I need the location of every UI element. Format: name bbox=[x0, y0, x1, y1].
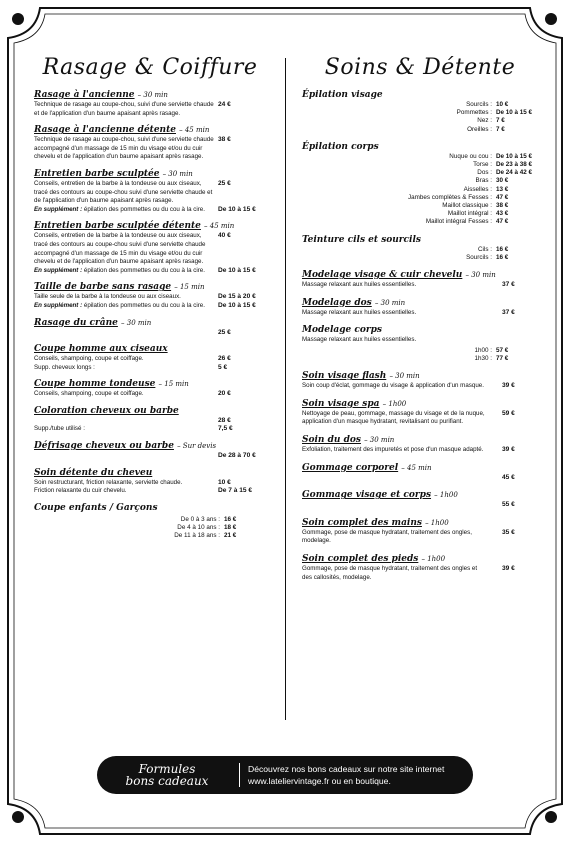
item-price: 39 € bbox=[502, 564, 515, 572]
price-value: 7 € bbox=[496, 125, 505, 133]
item-price: De 15 à 20 € bbox=[218, 293, 256, 301]
item-title-text: Entretien barbe sculptée bbox=[34, 168, 160, 179]
item-price: 39 € bbox=[502, 382, 515, 390]
item-title: Épilation corps bbox=[302, 141, 379, 152]
kids-price-rows bbox=[34, 516, 266, 541]
price-label: De 0 à 3 ans : bbox=[180, 515, 220, 523]
supplement-label: En supplément : bbox=[34, 266, 83, 274]
price-row bbox=[302, 177, 538, 185]
extra-price: 5 € bbox=[218, 363, 228, 371]
price-row bbox=[302, 194, 538, 202]
item-title bbox=[34, 379, 266, 390]
price-row bbox=[302, 101, 538, 109]
item-title-text: Soin du dos bbox=[302, 435, 361, 446]
item-duration: – 1h00 bbox=[421, 554, 446, 563]
item-duration: – 30 min bbox=[121, 318, 152, 327]
item-title bbox=[302, 399, 538, 410]
item-duration: – 1h00 bbox=[382, 399, 407, 408]
price-value: 57 € bbox=[496, 346, 509, 354]
item-duration: – 1h00 bbox=[425, 518, 449, 527]
menu-item bbox=[302, 298, 538, 318]
item-title bbox=[34, 406, 266, 417]
menu-item bbox=[302, 490, 538, 510]
item-title-text: Soin détente du cheveu bbox=[34, 467, 153, 478]
price-row bbox=[34, 516, 266, 524]
item-title bbox=[302, 518, 538, 529]
item-title bbox=[34, 318, 266, 329]
price-label: Nuque ou cou : bbox=[449, 152, 492, 160]
price-value: 47 € bbox=[496, 218, 509, 226]
item-duration: – 30 min bbox=[389, 372, 420, 381]
supplement-label: En supplément : bbox=[34, 205, 83, 213]
item-price: 25 € bbox=[218, 328, 231, 336]
modelage-corps-section bbox=[302, 325, 538, 363]
price-row bbox=[302, 153, 538, 161]
item-duration: – 15 min bbox=[158, 380, 189, 389]
item-title-text: Coloration cheveux ou barbe bbox=[34, 405, 179, 416]
menu-item bbox=[34, 169, 266, 214]
gift-card-banner bbox=[97, 756, 473, 794]
price-value: 18 € bbox=[224, 524, 237, 532]
item-title-text: Rasage à l'ancienne détente bbox=[34, 125, 176, 136]
item-description: Soin coup d'éclat, gommage du visage & application d'un masque. bbox=[302, 382, 484, 390]
price-value: 16 € bbox=[224, 515, 237, 523]
item-title bbox=[302, 270, 538, 281]
item-price: 37 € bbox=[502, 308, 515, 316]
price-value: 43 € bbox=[496, 210, 509, 218]
price-label: 1h00 : bbox=[474, 346, 492, 354]
extra-text: Friction relaxante du cuir chevelu. bbox=[34, 487, 127, 495]
extra-price: De 7 à 15 € bbox=[218, 487, 253, 495]
supplement-price: De 10 à 15 € bbox=[218, 205, 256, 213]
item-description: Conseils, entretien de la barbe à la tondeuse ou aux ciseaux, tracé des contours au coupe-chou suivi d'une serviette chaude accompagné d'un massage de 15 min du visage et/ou du cuir chevelu et de l'application d'un baume apaisant après rasage. bbox=[34, 232, 206, 266]
item-row bbox=[34, 479, 266, 488]
price-label: De 11 à 18 ans : bbox=[174, 532, 220, 540]
item-duration: – 15 min bbox=[174, 283, 205, 292]
item-row bbox=[302, 446, 538, 455]
price-label: Maillot intégral Fesses : bbox=[425, 218, 492, 226]
banner-title-line2: bons cadeaux bbox=[125, 774, 209, 788]
price-rows bbox=[302, 347, 538, 363]
item-row bbox=[34, 355, 266, 364]
rasage-coiffure-column bbox=[34, 55, 266, 547]
item-title bbox=[34, 282, 266, 293]
price-value: 38 € bbox=[496, 202, 509, 210]
price-row bbox=[302, 218, 538, 226]
price-label: 1h30 : bbox=[474, 355, 492, 363]
item-row bbox=[34, 390, 266, 399]
menu-item bbox=[302, 554, 538, 582]
item-title bbox=[302, 490, 538, 501]
price-label: De 4 à 10 ans : bbox=[177, 524, 220, 532]
price-row bbox=[302, 169, 538, 177]
price-label: Sourcils : bbox=[466, 253, 492, 261]
item-title-text: Taille de barbe sans rasage bbox=[34, 282, 172, 293]
item-duration: – 1h00 bbox=[434, 491, 458, 500]
right-item-list bbox=[302, 270, 538, 317]
price-value: 13 € bbox=[496, 185, 509, 193]
item-description: Massage relaxant aux huiles essentielles. bbox=[302, 336, 417, 344]
item-duration: – Sur devis bbox=[177, 442, 217, 451]
price-value: De 10 à 15 € bbox=[496, 152, 533, 160]
item-description: Conseils, shampoing, coupe et coiffage. bbox=[34, 390, 144, 398]
supplement-label: En supplément : bbox=[34, 301, 83, 309]
price-row bbox=[302, 161, 538, 169]
price-rows bbox=[302, 153, 538, 227]
price-label: Sourcils : bbox=[466, 101, 492, 108]
menu-item bbox=[34, 344, 266, 372]
banner-title bbox=[97, 763, 237, 787]
item-title bbox=[34, 344, 266, 355]
price-label: Jambes complètes & Fesses : bbox=[408, 193, 492, 201]
menu-item bbox=[302, 399, 538, 427]
item-price: 28 € bbox=[218, 416, 231, 424]
item-price: 45 € bbox=[502, 473, 515, 481]
price-row bbox=[34, 524, 266, 532]
menu-item bbox=[34, 468, 266, 496]
item-duration: – 30 min bbox=[465, 271, 496, 280]
item-price: 35 € bbox=[502, 528, 515, 536]
item-row bbox=[302, 474, 538, 483]
price-value: De 23 à 38 € bbox=[496, 161, 533, 169]
item-title-text: Entretien barbe sculptée détente bbox=[34, 221, 201, 232]
item-duration: – 45 min bbox=[179, 126, 210, 135]
item-title bbox=[34, 169, 266, 180]
item-description: Technique de rasage au coupe-chou, suivi d'une serviette chaude et de l'application d'un baume apaisant après rasage. bbox=[34, 101, 214, 117]
price-value: 16 € bbox=[496, 253, 509, 261]
item-description: Technique de rasage au coupe-chou, suivi d'une serviette chaude accompagné d'un massage de 15 min du visage et/ou du cuir chevelu et de l'application d'un baume apaisant après rasage. bbox=[34, 136, 214, 161]
kids-section bbox=[34, 503, 266, 541]
supplement-description: épilation des pommettes ou du cou à la cire. bbox=[83, 266, 205, 274]
epilation-corps-section bbox=[302, 142, 538, 227]
item-title-text: Soin visage flash bbox=[302, 371, 387, 382]
item-title bbox=[34, 90, 266, 101]
corner-dot-bottom-left bbox=[12, 811, 24, 823]
extra-price: 7,5 € bbox=[218, 425, 233, 433]
item-title bbox=[302, 298, 538, 309]
item-title bbox=[34, 468, 266, 479]
column-divider bbox=[285, 58, 286, 720]
banner-separator bbox=[239, 763, 240, 787]
item-row bbox=[34, 417, 266, 426]
left-item-list bbox=[34, 90, 266, 496]
corner-dot-top-right bbox=[545, 13, 557, 25]
price-row bbox=[302, 355, 538, 363]
supplement-price: De 10 à 15 € bbox=[218, 266, 256, 274]
extra-row bbox=[34, 425, 266, 434]
right-item-list-2 bbox=[302, 371, 538, 582]
menu-item bbox=[34, 379, 266, 399]
banner-title-line1: Formules bbox=[138, 762, 196, 776]
item-duration: – 45 min bbox=[204, 222, 235, 231]
item-row bbox=[302, 382, 538, 391]
item-title-text: Défrisage cheveux ou barbe bbox=[34, 441, 174, 452]
item-description: Gommage, pose de masque hydratant, traitement des ongles et des callosités, modelage. bbox=[302, 564, 478, 581]
item-row bbox=[34, 180, 266, 206]
item-description: Conseils, shampoing, coupe et coiffage. bbox=[34, 355, 144, 363]
item-title: Épilation visage bbox=[302, 90, 383, 100]
supplement-price: De 10 à 15 € bbox=[218, 301, 256, 309]
extra-text: Supp. cheveux longs : bbox=[34, 363, 95, 371]
supplement-row bbox=[34, 302, 266, 311]
price-row bbox=[302, 109, 538, 117]
item-row bbox=[34, 232, 266, 266]
price-row bbox=[302, 347, 538, 355]
price-label: Bras : bbox=[475, 177, 492, 185]
item-row bbox=[302, 281, 538, 290]
item-title: Coupe enfants / Garçons bbox=[34, 502, 158, 513]
item-price: 40 € bbox=[218, 232, 231, 240]
column-title: Soins & Détente bbox=[324, 55, 516, 80]
menu-item bbox=[34, 90, 266, 118]
menu-item bbox=[302, 270, 538, 290]
item-description: Massage relaxant aux huiles essentielles. bbox=[302, 281, 417, 289]
corner-dot-top-left bbox=[12, 13, 24, 25]
column-title: Rasage & Coiffure bbox=[42, 55, 258, 80]
supplement-row bbox=[34, 267, 266, 276]
price-value: 16 € bbox=[496, 245, 509, 253]
item-duration: – 30 min bbox=[137, 91, 168, 99]
menu-item bbox=[34, 125, 266, 162]
epilation-visage-section bbox=[302, 90, 538, 134]
item-row bbox=[302, 529, 538, 546]
item-duration: – 30 min bbox=[162, 169, 193, 178]
item-row bbox=[302, 410, 538, 427]
item-title-text: Coupe homme aux ciseaux bbox=[34, 344, 168, 355]
item-title bbox=[302, 554, 538, 565]
item-row bbox=[34, 452, 266, 461]
price-row bbox=[302, 117, 538, 125]
item-row bbox=[34, 293, 266, 302]
item-row bbox=[302, 565, 538, 582]
price-value: 7 € bbox=[496, 117, 505, 125]
supplement-description: épilation des pommettes ou du cou à la cire. bbox=[83, 301, 205, 309]
item-title-text: Gommage visage et corps bbox=[302, 490, 432, 501]
supplement-text bbox=[34, 302, 214, 311]
soins-detente-column bbox=[302, 55, 538, 590]
menu-item bbox=[302, 463, 538, 483]
item-title-text: Soin complet des pieds bbox=[302, 553, 419, 564]
item-title-text: Gommage corporel bbox=[302, 462, 399, 473]
menu-item bbox=[34, 221, 266, 275]
price-label: Maillot intégral : bbox=[447, 210, 492, 218]
price-value: 10 € bbox=[496, 101, 509, 108]
item-price: 37 € bbox=[502, 281, 515, 289]
item-price: 55 € bbox=[502, 501, 515, 509]
item-title-text: Modelage visage & cuir chevelu bbox=[302, 270, 463, 281]
item-description: Soin restructurant, friction relaxante, serviette chaude. bbox=[34, 478, 183, 486]
price-row bbox=[302, 210, 538, 218]
item-description: Gommage, pose de masque hydratant, traitement des ongles, modelage. bbox=[302, 528, 472, 545]
item-title bbox=[302, 435, 538, 446]
item-title-text: Soin visage spa bbox=[302, 398, 380, 409]
extra-row bbox=[34, 487, 266, 496]
price-value: De 24 à 42 € bbox=[496, 169, 533, 177]
menu-item bbox=[302, 518, 538, 546]
price-row bbox=[302, 246, 538, 254]
supplement-row bbox=[34, 206, 266, 215]
item-price: 26 € bbox=[218, 355, 231, 363]
price-label: Cils : bbox=[478, 245, 492, 253]
supplement-text bbox=[34, 267, 214, 276]
price-value: 77 € bbox=[496, 355, 509, 363]
price-label: Torse : bbox=[473, 161, 492, 169]
corner-dot-bottom-right bbox=[545, 811, 557, 823]
price-row bbox=[302, 186, 538, 194]
price-label: Dos : bbox=[477, 169, 492, 177]
item-price: 59 € bbox=[502, 409, 515, 417]
item-duration: – 45 min bbox=[401, 463, 432, 472]
extra-text: Supp./tube utilisé : bbox=[34, 425, 85, 433]
price-rows bbox=[302, 246, 538, 262]
supplement-text bbox=[34, 206, 214, 215]
price-value: De 10 à 15 € bbox=[496, 109, 533, 117]
price-value: 30 € bbox=[496, 177, 509, 185]
price-label: Oreilles : bbox=[467, 125, 492, 133]
item-row bbox=[34, 329, 266, 338]
menu-item bbox=[34, 406, 266, 434]
item-title-text: Rasage du crâne bbox=[34, 317, 118, 328]
item-description: Massage relaxant aux huiles essentielles. bbox=[302, 308, 417, 316]
item-title bbox=[302, 463, 538, 474]
item-price: 20 € bbox=[218, 390, 231, 398]
price-row bbox=[302, 126, 538, 134]
item-duration: – 30 min bbox=[374, 298, 406, 307]
item-duration: – 30 min bbox=[364, 436, 395, 445]
item-price: 25 € bbox=[218, 179, 231, 187]
item-row bbox=[34, 136, 266, 162]
supplement-description: épilation des pommettes ou du cou à la cire. bbox=[83, 205, 205, 213]
teinture-section bbox=[302, 235, 538, 262]
price-label: Maillot classique : bbox=[442, 202, 492, 210]
item-price: 10 € bbox=[218, 478, 231, 486]
item-price: 39 € bbox=[502, 446, 515, 454]
website-link[interactable]: www.lateliervintage.fr ou en boutique. bbox=[248, 776, 391, 786]
item-title bbox=[34, 221, 266, 232]
price-label: Nez : bbox=[477, 117, 492, 125]
menu-item bbox=[34, 282, 266, 310]
item-description: Taille seule de la barbe à la tondeuse ou aux ciseaux. bbox=[34, 293, 181, 301]
item-title bbox=[34, 125, 266, 136]
item-title bbox=[34, 441, 266, 452]
price-row bbox=[302, 254, 538, 262]
item-title: Modelage corps bbox=[302, 325, 382, 336]
price-value: 47 € bbox=[496, 193, 509, 201]
item-title-text: Modelage dos bbox=[302, 297, 372, 308]
item-row bbox=[302, 309, 538, 318]
menu-item bbox=[34, 441, 266, 461]
item-price: 38 € bbox=[218, 136, 231, 144]
item-price: De 28 à 70 € bbox=[218, 452, 256, 460]
item-description: Nettoyage de peau, gommage, massage du visage et de la nuque, application d'un masque hydratant, revitalisant ou purifiant. bbox=[302, 409, 485, 426]
menu-item bbox=[302, 435, 538, 455]
banner-text bbox=[248, 763, 444, 787]
item-description: Exfoliation, traitement des impuretés et pose d'un masque adapté. bbox=[302, 446, 484, 454]
item-title bbox=[302, 371, 538, 382]
item-title-text: Rasage à l'ancienne bbox=[34, 90, 135, 100]
item-title-text: Soin complet des mains bbox=[302, 517, 422, 528]
extra-row bbox=[34, 364, 266, 373]
menu-item bbox=[302, 371, 538, 391]
banner-text-line1: Découvrez nos bons cadeaux sur notre site internet bbox=[248, 764, 445, 774]
item-price: 24 € bbox=[218, 101, 231, 108]
price-value: 21 € bbox=[224, 532, 237, 540]
price-row bbox=[302, 202, 538, 210]
menu-item bbox=[34, 318, 266, 338]
price-row bbox=[34, 532, 266, 540]
item-title: Teinture cils et sourcils bbox=[302, 234, 421, 245]
price-label: Pommettes : bbox=[456, 109, 492, 117]
price-label: Aisselles : bbox=[463, 185, 492, 193]
item-description: Conseils, entretien de la barbe à la tondeuse ou aux ciseaux, tracé des contours au coupe-chou suivi d'une serviette chaude et de l'application d'un baume apaisant après rasage. bbox=[34, 179, 213, 205]
price-rows bbox=[302, 101, 538, 134]
item-row bbox=[302, 501, 538, 510]
item-title-text: Coupe homme tondeuse bbox=[34, 379, 156, 390]
item-row bbox=[34, 101, 266, 118]
